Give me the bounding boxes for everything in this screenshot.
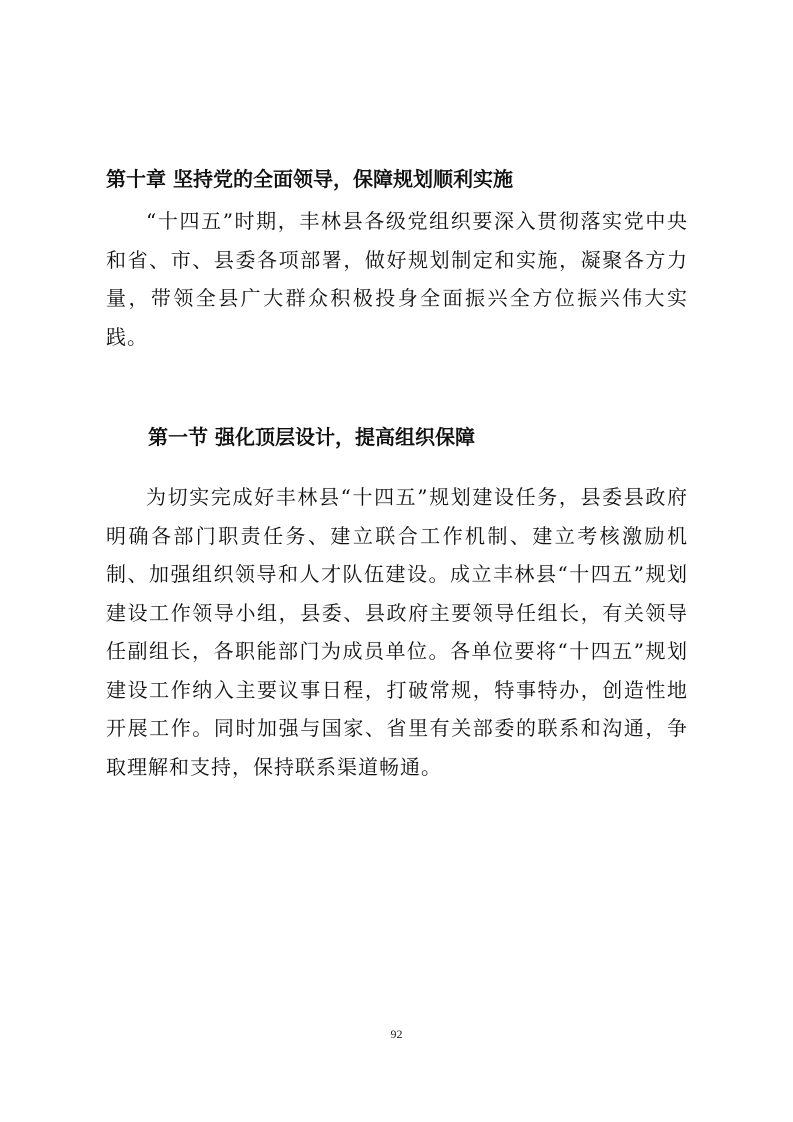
page-number: 92 xyxy=(390,1027,403,1041)
chapter-heading: 第十章 坚持党的全面领导，保障规划顺利实施 xyxy=(106,167,513,191)
section-heading: 第一节 强化顶层设计，提高组织保障 xyxy=(148,425,475,449)
section-body-paragraph: 为切实完成好丰林县“十四五”规划建设任务，县委县政府明确各部门职责任务、建立联合工作机制、建立考核激励机制、加强组织领导和人才队伍建设。成立丰林县“十四五”规划建设工作领导小组，县委、县政府主要领导任组长，有关领导任副组长，各职能部门为成员单位。各单位要将“十四五”规划建设工作纳入主要议事日程，打破常规，特事特办，创造性地开展工作。同时加强与国家、省里有关部委的联系和沟通，争取理解和支持，保持联系渠道畅通。 xyxy=(106,485,688,779)
chapter-intro-paragraph: “十四五”时期，丰林县各级党组织要深入贯彻落实党中央和省、市、县委各项部署，做好规划制定和实施，凝聚各方力量，带领全县广大群众积极投身全面振兴全方位振兴伟大实践。 xyxy=(106,209,688,349)
